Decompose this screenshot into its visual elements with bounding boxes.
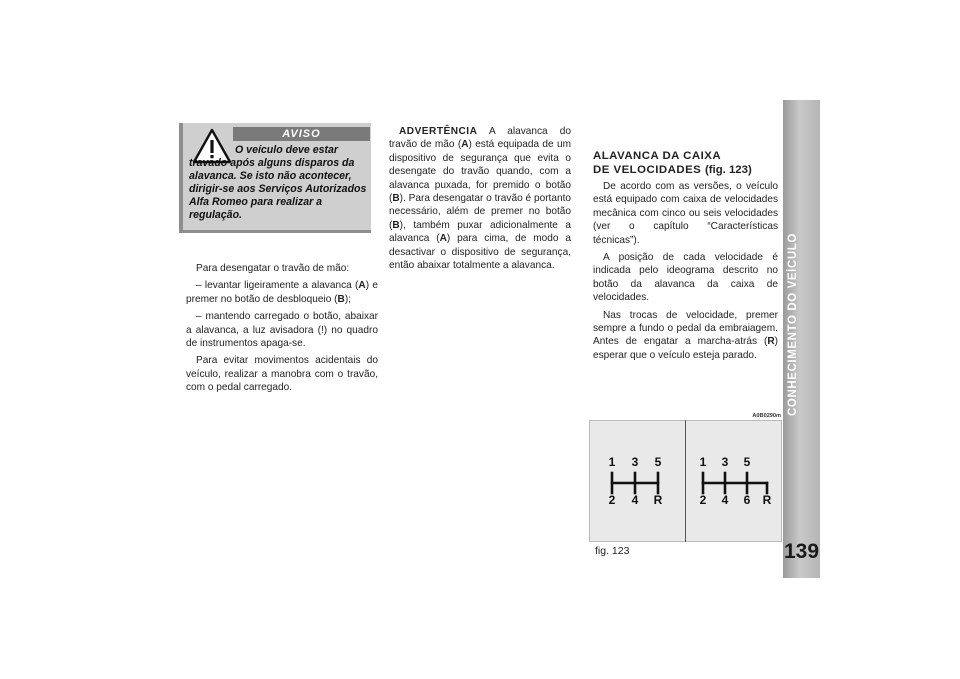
figure-code: A0B0290m <box>752 413 781 419</box>
paragraph: A posição de cada velocidade é indicada pelo ideograma descrito no botão da alavanca da caixa de velocidades. <box>593 252 778 304</box>
gear-label: 3 <box>631 455 639 469</box>
figure-caption: fig. 123 <box>595 545 630 557</box>
left-column <box>186 262 378 399</box>
figure-divider <box>685 420 686 542</box>
paragraph: ADVERTÊNCIA A alavanca do travão de mão (A) está equipada de um dispositivo de segurança que evita o desengate do travão quando, com a alavanca puxada, for premido o botão (B). Para desengatar o travão é portanto necessário, além de premer no botão (B), também puxar adicionalmente a alavanca (A) para cima, de modo a desactivar o dispositivo de segurança, então abaixar totalmente a alavanca. <box>389 126 571 272</box>
page-number: 139 <box>783 540 820 563</box>
paragraph: Para desengatar o travão de mão: <box>196 263 350 274</box>
brake-warning-light-icon: (!) <box>317 324 328 336</box>
chapter-title: CONHECIMENTO DO VEÍCULO <box>787 233 799 417</box>
gear-label: 6 <box>743 493 751 507</box>
warning-label: AVISO <box>233 127 370 141</box>
paragraph: – levantar ligeiramente a alavanca (A) e premer no botão de desbloqueio (B); <box>186 280 378 305</box>
section-heading: ALAVANCA DA CAIXA DE VELOCIDADES (fig. 123) <box>593 150 752 176</box>
right-column <box>593 150 778 366</box>
gear-label: 3 <box>721 455 729 469</box>
gear-shift-pattern-lines <box>590 421 783 543</box>
paragraph: – mantendo carregado o botão, abaixar a alavanca, a luz avisadora (!) no quadro de instrumentos apaga-se. <box>186 311 378 350</box>
paragraph: Nas trocas de velocidade, premer sempre a fundo o pedal da embraiagem. Antes de engatar a marcha-atrás (R) esperar que o veículo esteja parado. <box>593 309 778 361</box>
warning-text: O veículo deve estar travado após alguns disparos da alavanca. Se isto não acontecer, dirigir-se aos Serviços Autorizados Alfa Romeo para realizar a regulação. <box>189 144 367 221</box>
gear-label: R <box>653 493 663 507</box>
gear-label: 2 <box>699 493 707 507</box>
advertencia-lead: ADVERTÊNCIA <box>399 126 478 137</box>
gear-label: 4 <box>721 493 729 507</box>
gear-label: 1 <box>699 455 707 469</box>
gear-label: 5 <box>743 455 751 469</box>
warning-box <box>179 123 371 233</box>
paragraph: Para evitar movimentos acidentais do veículo, realizar a manobra com o travão, com o pedal carregado. <box>186 355 378 394</box>
paragraph: De acordo com as versões, o veículo está equipado com caixa de velocidades mecânica com cinco ou seis velocidades (ver o capítulo “Características técnicas”). <box>593 181 778 246</box>
middle-column <box>389 125 571 276</box>
gear-label: R <box>762 493 772 507</box>
chapter-sidebar <box>783 100 820 578</box>
gear-label: 2 <box>608 493 616 507</box>
gear-label: 5 <box>654 455 662 469</box>
gear-label: 4 <box>631 493 639 507</box>
gear-label: 1 <box>608 455 616 469</box>
